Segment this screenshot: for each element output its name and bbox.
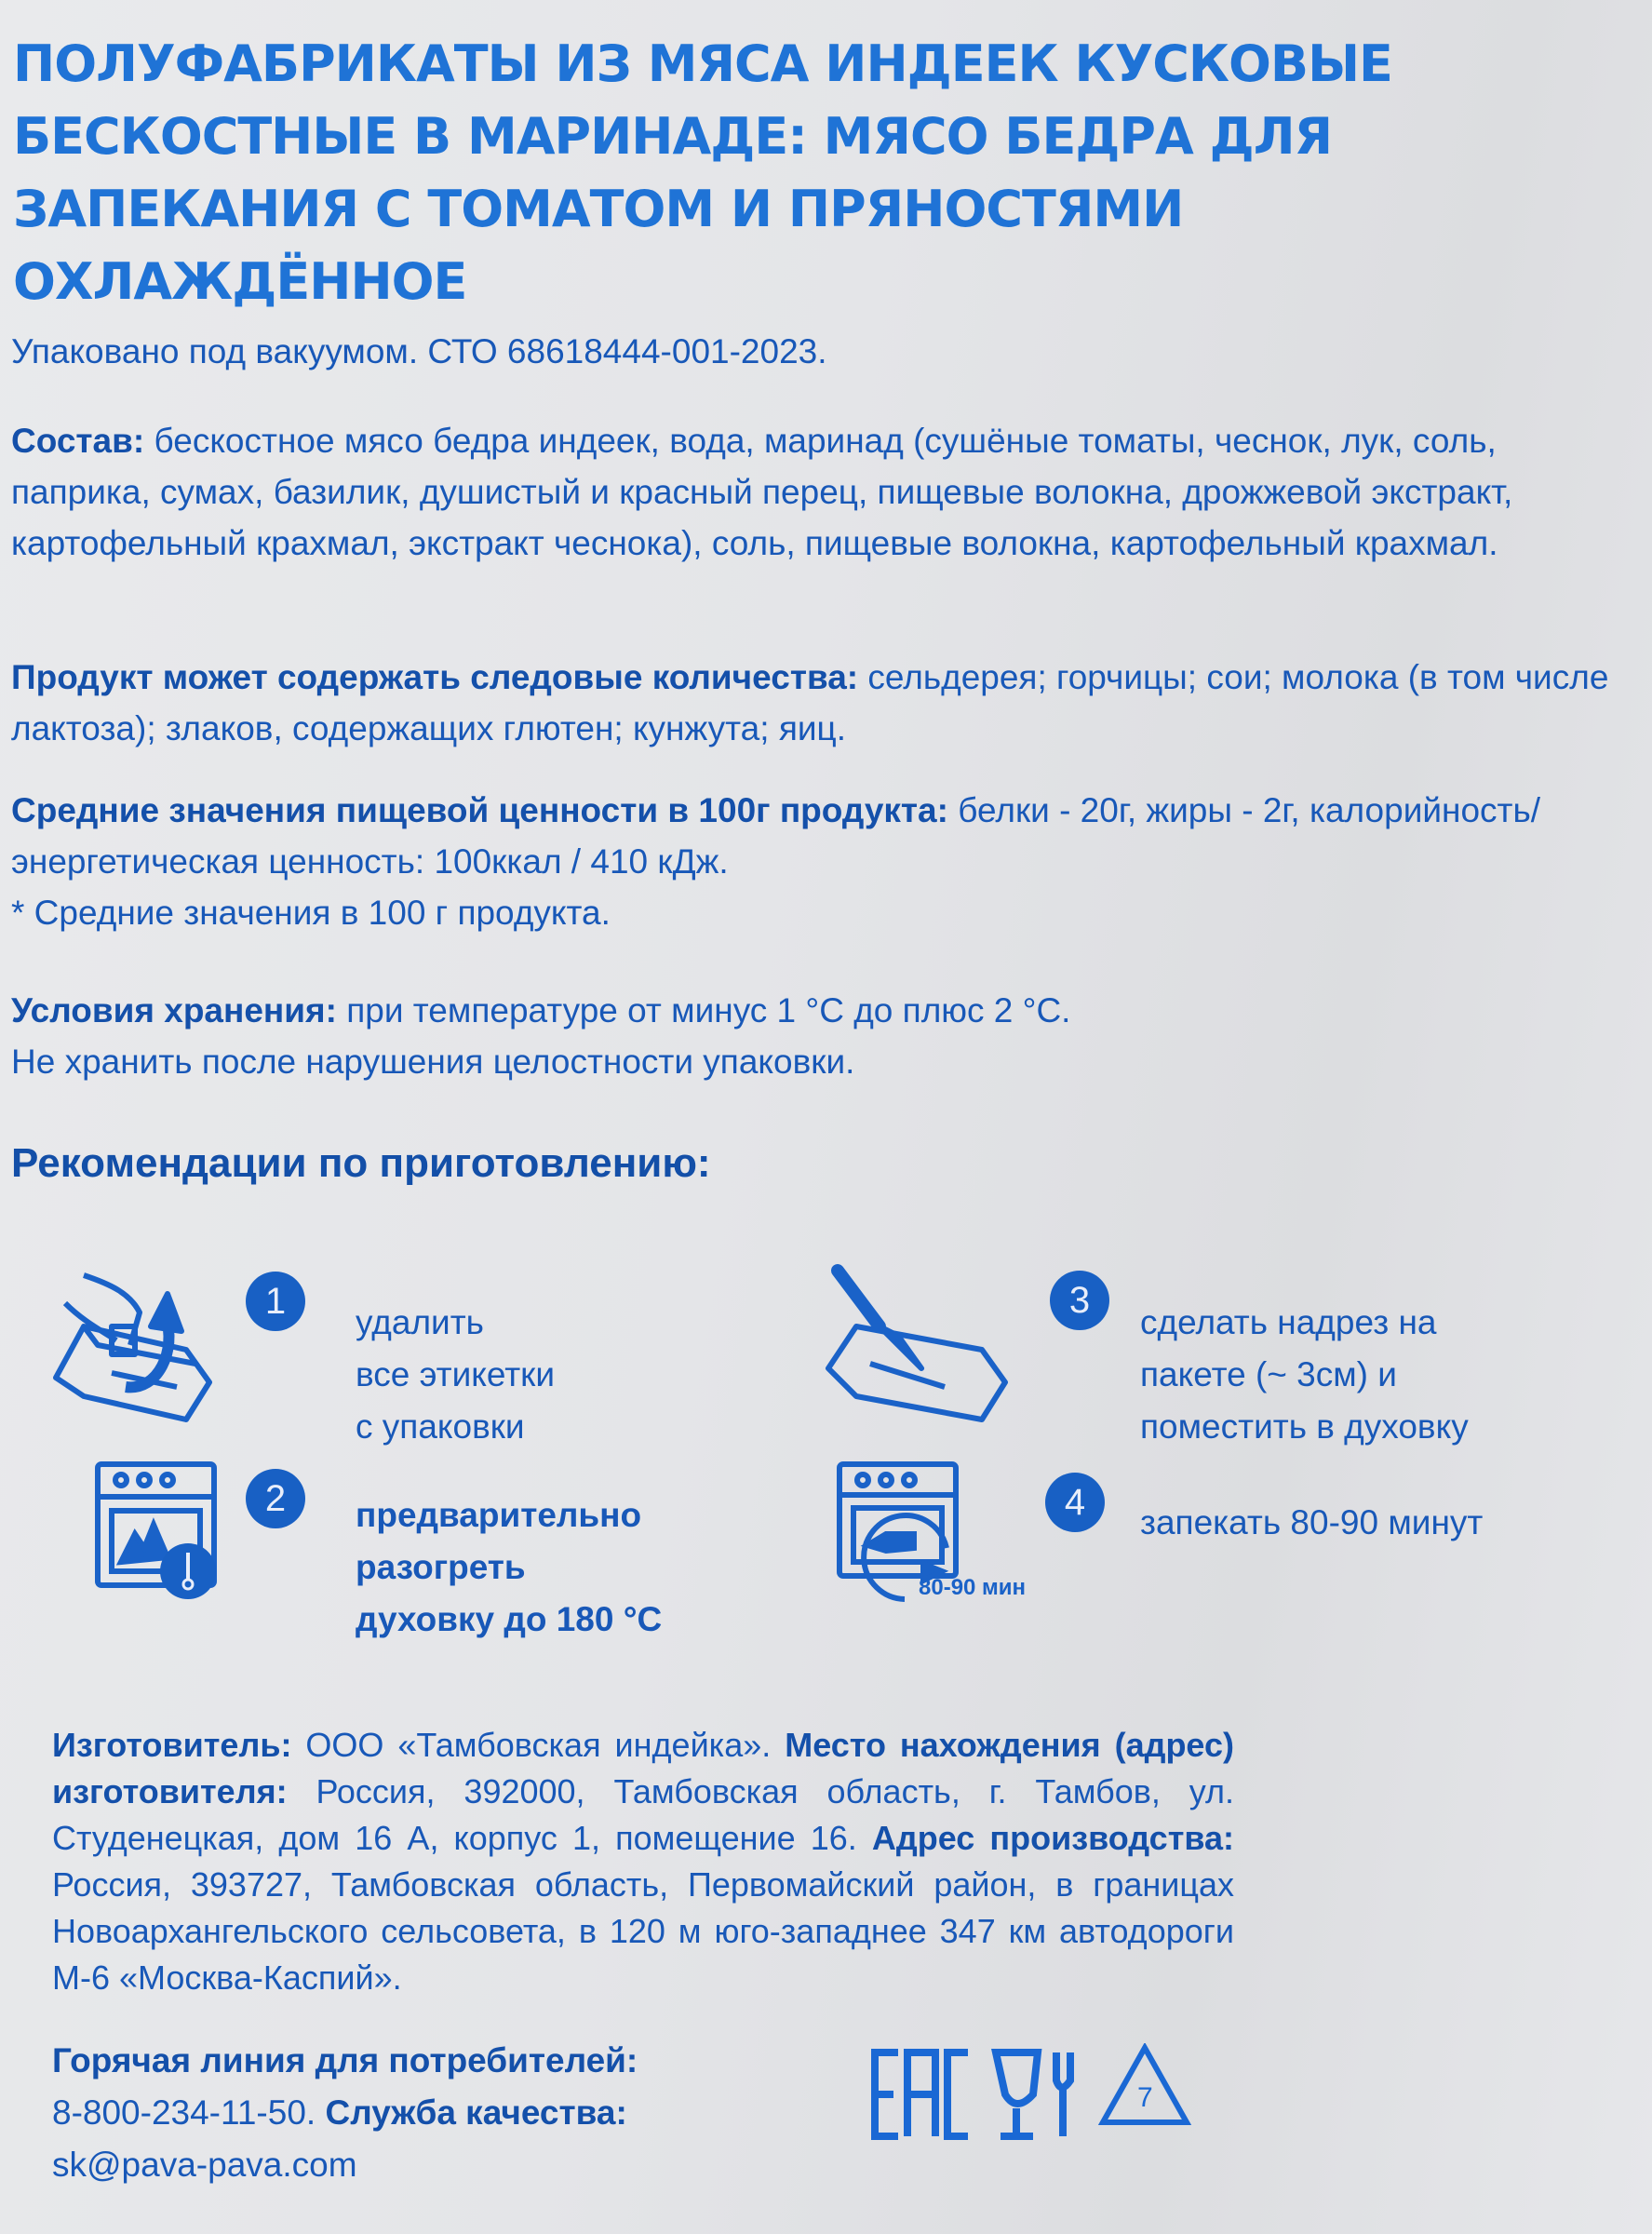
step-1-badge: 1 xyxy=(246,1272,305,1331)
composition-label: Состав: xyxy=(11,422,145,460)
eac-mark-icon xyxy=(875,2052,968,2136)
step-3-badge: 3 xyxy=(1050,1271,1109,1330)
remove-label-icon xyxy=(47,1238,261,1438)
product-title: ПОЛУФАБРИКАТЫ ИЗ МЯСА ИНДЕЕК КУСКОВЫЕ БЕСКОСТНЫЕ В МАРИНАДЕ: МЯСО БЕДРА ДЛЯ ЗАПЕКАНИЯ С ТОМАТОМ И ПРЯНОСТЯМИ ОХЛАЖДЁННОЕ xyxy=(13,34,1392,311)
knife-cut-icon xyxy=(824,1261,1028,1443)
traces-text: сельдерея; горчицы; сои; молока (в том числе лактоза); злаков, содержащих глютен; кунжута; яиц. xyxy=(11,658,1609,747)
nutrition xyxy=(11,785,1640,887)
email-link[interactable]: sk@pava-pava.com xyxy=(52,2146,357,2184)
composition-text: бескостное мясо бедра индеек, вода, маринад (сушёные томаты, чеснок, лук, соль, паприка, сумах, базилик, душистый и красный перец, пищевые волокна, дрожжевой экстракт, картофельный крахмал, экстракт чеснока), соль, пищевые волокна, картофельный крахмал. xyxy=(11,422,1513,562)
step-4-badge: 4 xyxy=(1045,1473,1105,1532)
recycle-7-icon xyxy=(1103,2048,1187,2122)
nutrition-label: Средние значения пищевой ценности в 100г продукта: xyxy=(11,791,948,829)
step-3-text: сделать надрез на пакете (~ 3см) и поместить в духовку xyxy=(1140,1303,1469,1446)
traces-label: Продукт может содержать следовые количества: xyxy=(11,658,859,696)
glass-fork-icon xyxy=(996,2052,1070,2136)
oven-timer-icon xyxy=(835,1460,1058,1613)
timer-label: 80-90 мин xyxy=(919,1575,1027,1600)
packaging-info: Упаковано под вакуумом. СТО 68618444-001-2023. xyxy=(11,332,827,370)
hotline-info: Горячая линия для потребителей: 8-800-234-11-50. Служба качества: sk@pava-pava.com xyxy=(52,2035,638,2191)
storage-line2: Не хранить после нарушения целостности упаковки. xyxy=(11,1043,855,1081)
storage xyxy=(11,985,1070,1036)
storage-label: Условия хранения: xyxy=(11,991,337,1030)
step-4-text: запекать 80-90 минут xyxy=(1140,1503,1484,1541)
svg-text:7: 7 xyxy=(1137,2082,1153,2113)
manufacturer-info: Изготовитель: ООО «Тамбовская индейка». Место нахождения (адрес) изготовителя: Россия, 392000, Тамбовская область, г. Тамбов, ул. Студенецкая, дом 16 А, корпус 1, помещение 16. Адрес производства: Россия, 393727, Тамбовская область, Первомайский район, в границах Новоархангельского сельсовета, в 120 м юго-западнее 347 км автодороги М-6 «Москва-Каспий». xyxy=(52,1726,1234,1997)
step-2-text: предварительно разогреть духовку до 180 °С xyxy=(356,1496,663,1638)
composition xyxy=(11,415,1640,569)
nutrition-note: * Средние значения в 100 г продукта. xyxy=(11,894,611,932)
certification-marks xyxy=(866,2043,1256,2160)
traces xyxy=(11,652,1640,754)
step-2-badge: 2 xyxy=(246,1469,305,1528)
step-1-text: удалить все этикетки с упаковки xyxy=(356,1303,556,1446)
recommendations-heading: Рекомендации по приготовлению: xyxy=(11,1140,711,1186)
nutrition-text: белки - 20г, жиры - 2г, калорийность/энергетическая ценность: 100ккал / 410 кДж. xyxy=(11,791,1541,881)
oven-preheat-icon xyxy=(93,1460,223,1604)
storage-text: при температуре от минус 1 °С до плюс 2 °С. xyxy=(336,991,1071,1030)
